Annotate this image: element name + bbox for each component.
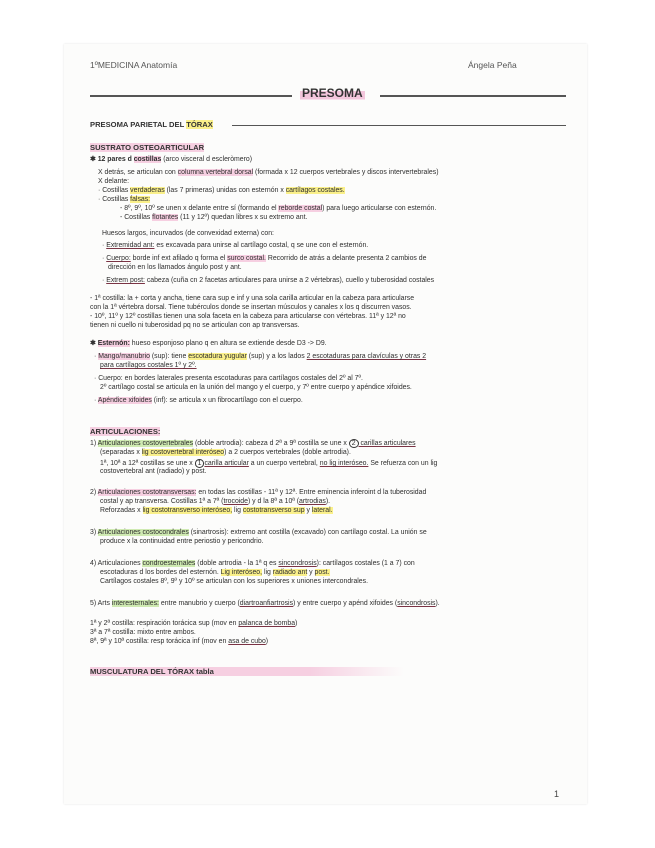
costillas-line: - 1ª costilla: la + corta y ancha, tiene cara sup e inf y una sola carilla articular en la cabeza para articularse <box>90 295 415 302</box>
costillas-line: Huesos largos, incurvados (de convexidad externa) con: <box>102 230 274 237</box>
costillas-line: - Costillas flotantes (11 y 12º) quedan libres x su extremo ant. <box>120 214 308 221</box>
title-rule-left <box>90 95 292 97</box>
costillas-line: · Extrem post: cabeza (cuña cn 2 facetas articulares para unirse a 2 vértebras), cuello y tuberosidad costales <box>102 277 435 284</box>
page-number: 1 <box>554 789 560 799</box>
section-rule <box>232 125 566 126</box>
esternon-line: · Mango/manubrio (sup): tiene escotadura yugular (sup) y a los lados 2 escotaduras para clavículas y otras 2 <box>94 353 427 360</box>
subheading-articulaciones: ARTICULACIONES: <box>90 427 161 436</box>
respiracion-line: 3ª a 7ª costilla: mixto entre ambos. <box>90 629 196 636</box>
costillas-line: - 8º, 9º, 10º se unen x delante entre sí (formando el reborde costal) para luego articularse con esternón. <box>120 205 437 212</box>
articulacion-line: costovertebral ant (radiado) y post. <box>100 468 207 475</box>
document-page <box>64 44 587 804</box>
articulacion-line: produce x la continuidad entre periostio y pericondrio. <box>100 538 264 545</box>
esternon-bullet: ✱ Esternón: hueso esponjoso plano q en altura se extiende desde D3 -> D9. <box>90 340 327 347</box>
respiracion-line: 1ª y 2ª costilla: respiración torácica sup (mov en palanca de bomba) <box>90 620 298 627</box>
costillas-line: · Extremidad ant: es excavada para unirse al cartílago costal, q se une con el esternón. <box>102 242 369 249</box>
costillas-line: · Costillas verdaderas (las 7 primeras) unidas con esternón x cartílagos costales. <box>98 187 345 194</box>
articulacion-line: 2) Articulaciones costotransversas: en todas las costillas - 11ª y 12ª. Entre eminencia inferoint d la tuberosidad <box>90 489 427 496</box>
articulacion-line: 5) Arts interesternales: entre manubrio y cuerpo (diartroanfiartrosis) y entre cuerpo y apénd xifoides (sincondrosis). <box>90 600 440 607</box>
costillas-line: - 10º, 11º y 12º costillas tienen una sola faceta en la cabeza para articularse con vértebras. 11ª y 12ª no <box>90 313 406 320</box>
costillas-line: dirección en los llamados ángulo post y ant. <box>108 264 242 271</box>
costillas-line: X delante: <box>98 178 130 185</box>
esternon-line: · Cuerpo: en bordes laterales presenta escotaduras para cartílagos costales del 2º al 7º. <box>94 375 363 382</box>
respiracion-line: 8ª, 9ª y 10ª costilla: resp torácica inf (mov en asa de cubo) <box>90 638 269 645</box>
costillas-line: con la 1ª vértebra dorsal. Tiene tubérculos donde se insertan músculos y canales x los q discurren vasos. <box>90 304 412 311</box>
page-title: PRESOMA <box>302 86 363 100</box>
costillas-line: · Cuerpo: borde inf ext afilado q forma el surco costal. Recorrido de atrás a delante presenta 2 cambios de <box>102 255 427 262</box>
title-rule-right <box>380 95 566 97</box>
esternon-line: 2º cartílago costal se articula en la unión del mango y el cuerpo, y 7º entre cuerpo y apéndice xifoides. <box>100 384 412 391</box>
title-row <box>90 88 566 102</box>
esternon-line: para cartílagos costales 1º y 2º. <box>100 362 197 369</box>
articulacion-line: 3) Articulaciones costocondrales (sinartrosis): extremo ant costilla (excavado) con cartílago costal. La unión se <box>90 529 427 536</box>
section-heading-presoma: PRESOMA PARIETAL DEL TÓRAX <box>90 120 213 129</box>
articulacion-line: escotaduras d los bordes del esternón. Lig interóseo, lig radiado ant y post. <box>100 569 330 576</box>
costillas-line: X detrás, se articulan con columna vertebral dorsal (formada x 12 cuerpos vertebrales y discos intervertebrales) <box>98 169 439 176</box>
subheading-musculatura: MUSCULATURA DEL TÓRAX tabla <box>90 667 404 676</box>
articulacion-line: (separadas x lig costovertebral interóseo) a 2 cuerpos vertebrales (doble artrodia). <box>100 449 351 456</box>
articulacion-line: 1) Articulaciones costovertebrales (doble artrodia): cabeza d 2ª a 9ª costilla se une x 2 carillas articulares <box>90 440 416 447</box>
header-author: Ángela Peña <box>468 60 517 70</box>
articulacion-line: Cartílagos costales 8º, 9º y 10º se articulan con los superiores x uniones intercondrales. <box>100 578 369 585</box>
header-course: 1ºMEDICINA Anatomía <box>90 60 178 70</box>
articulacion-line: 1ª, 10ª a 12ª costillas se une x 1 carilla articular a un cuerpo vertebral, no lig interóseo. Se refuerza con un lig <box>100 460 438 467</box>
articulacion-line: costal y ap transversa. Costillas 1ª a 7ª (trocoide) y d la 8ª a 10ª (artrodias). <box>100 498 331 505</box>
esternon-line: · Apéndice xifoides (inf): se articula x un fibrocartílago con el cuerpo. <box>94 397 303 404</box>
costillas-line: tienen ni cuello ni tuberosidad pq no se articulan con ap transversas. <box>90 322 300 329</box>
costillas-line: · Costillas falsas: <box>98 196 151 203</box>
articulacion-line: 4) Articulaciones condroesternales (doble artrodia - la 1ª q es sincondrosis): cartílagos costales (1 a 7) con <box>90 560 415 567</box>
subheading-sustrato: SUSTRATO OSTEOARTICULAR <box>90 143 205 152</box>
articulacion-line: Reforzadas x lig costotransverso interóseo, lig costotransverso sup y lateral. <box>100 507 333 514</box>
costillas-bullet: ✱ 12 pares d costillas (arco visceral d escleròmero) <box>90 156 253 163</box>
